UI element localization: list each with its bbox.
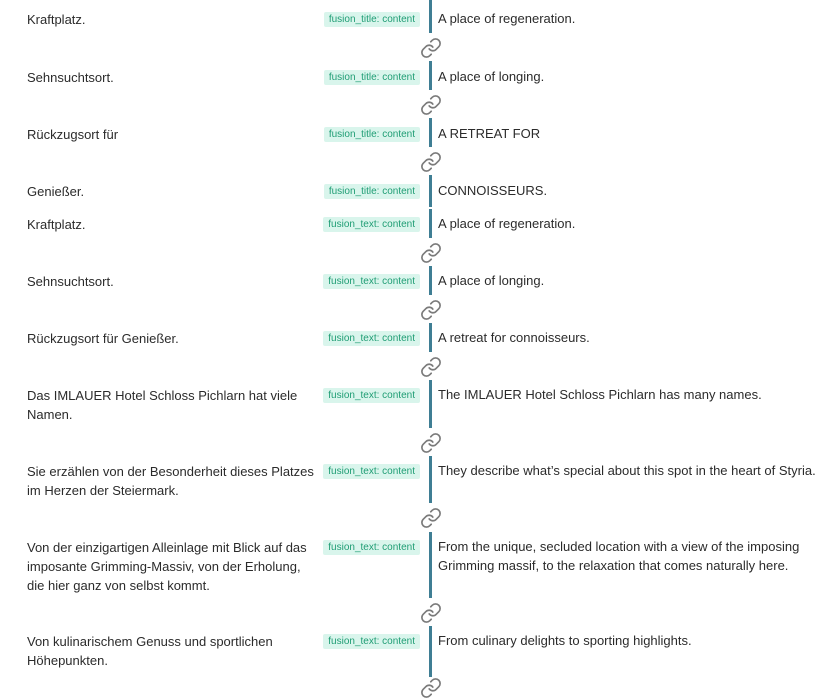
- field-tag: fusion_title: content: [324, 12, 420, 27]
- link-icon[interactable]: [420, 602, 442, 624]
- source-text: Kraftplatz.: [27, 217, 86, 232]
- target-text[interactable]: A retreat for connoisseurs.: [438, 330, 590, 345]
- link-icon[interactable]: [420, 37, 442, 59]
- field-tag: fusion_title: content: [324, 70, 420, 85]
- target-text[interactable]: From culinary delights to sporting highlights.: [438, 633, 692, 648]
- target-text[interactable]: A place of regeneration.: [438, 216, 576, 231]
- segment-divider: [429, 209, 432, 238]
- field-tag: fusion_title: content: [324, 127, 420, 142]
- segment-divider: [429, 532, 432, 598]
- source-text: Von der einzigartigen Alleinlage mit Blick auf das imposante Grimming-Massiv, von der Erholung, die hier ganz von selbst kommt.: [27, 540, 307, 593]
- source-text: Rückzugsort für: [27, 127, 119, 142]
- target-text[interactable]: CONNOISSEURS.: [438, 183, 548, 198]
- segment-divider: [429, 456, 432, 503]
- target-text[interactable]: From the unique, secluded location with a view of the imposing Grimming massif, to the relaxation that comes naturally here.: [438, 539, 800, 573]
- source-text: Sie erzählen von der Besonderheit dieses Platzes im Herzen der Steiermark.: [27, 464, 314, 498]
- target-text[interactable]: A place of longing.: [438, 273, 545, 288]
- segment-divider: [429, 61, 432, 90]
- field-tag: fusion_text: content: [323, 464, 420, 479]
- field-tag: fusion_text: content: [323, 217, 420, 232]
- link-icon[interactable]: [420, 94, 442, 116]
- segment-divider: [429, 118, 432, 147]
- segment-divider: [429, 0, 432, 33]
- field-tag: fusion_text: content: [323, 274, 420, 289]
- segment-divider: [429, 323, 432, 352]
- source-text: Das IMLAUER Hotel Schloss Pichlarn hat viele Namen.: [27, 388, 298, 422]
- field-tag: fusion_text: content: [323, 634, 420, 649]
- target-text[interactable]: A place of regeneration.: [438, 11, 576, 26]
- source-text: Von kulinarischem Genuss und sportlichen Höhepunkten.: [27, 634, 273, 668]
- field-tag: fusion_text: content: [323, 540, 420, 555]
- field-tag: fusion_title: content: [324, 184, 420, 199]
- source-text: Sehnsuchtsort.: [27, 274, 114, 289]
- link-icon[interactable]: [420, 507, 442, 529]
- source-text: Sehnsuchtsort.: [27, 70, 114, 85]
- link-icon[interactable]: [420, 677, 442, 699]
- target-text[interactable]: They describe what’s special about this spot in the heart of Styria.: [438, 463, 816, 478]
- target-text[interactable]: The IMLAUER Hotel Schloss Pichlarn has many names.: [438, 387, 762, 402]
- source-text: Rückzugsort für Genießer.: [27, 331, 179, 346]
- source-text: Genießer.: [27, 184, 85, 199]
- target-text[interactable]: A place of longing.: [438, 69, 545, 84]
- link-icon[interactable]: [420, 432, 442, 454]
- segment-divider: [429, 266, 432, 295]
- segment-divider: [429, 380, 432, 428]
- field-tag: fusion_text: content: [323, 388, 420, 403]
- segment-divider: [429, 175, 432, 207]
- source-text: Kraftplatz.: [27, 12, 86, 27]
- target-text[interactable]: A RETREAT FOR: [438, 126, 541, 141]
- field-tag: fusion_text: content: [323, 331, 420, 346]
- link-icon[interactable]: [420, 242, 442, 264]
- segment-divider: [429, 626, 432, 678]
- link-icon[interactable]: [420, 356, 442, 378]
- link-icon[interactable]: [420, 299, 442, 321]
- link-icon[interactable]: [420, 151, 442, 173]
